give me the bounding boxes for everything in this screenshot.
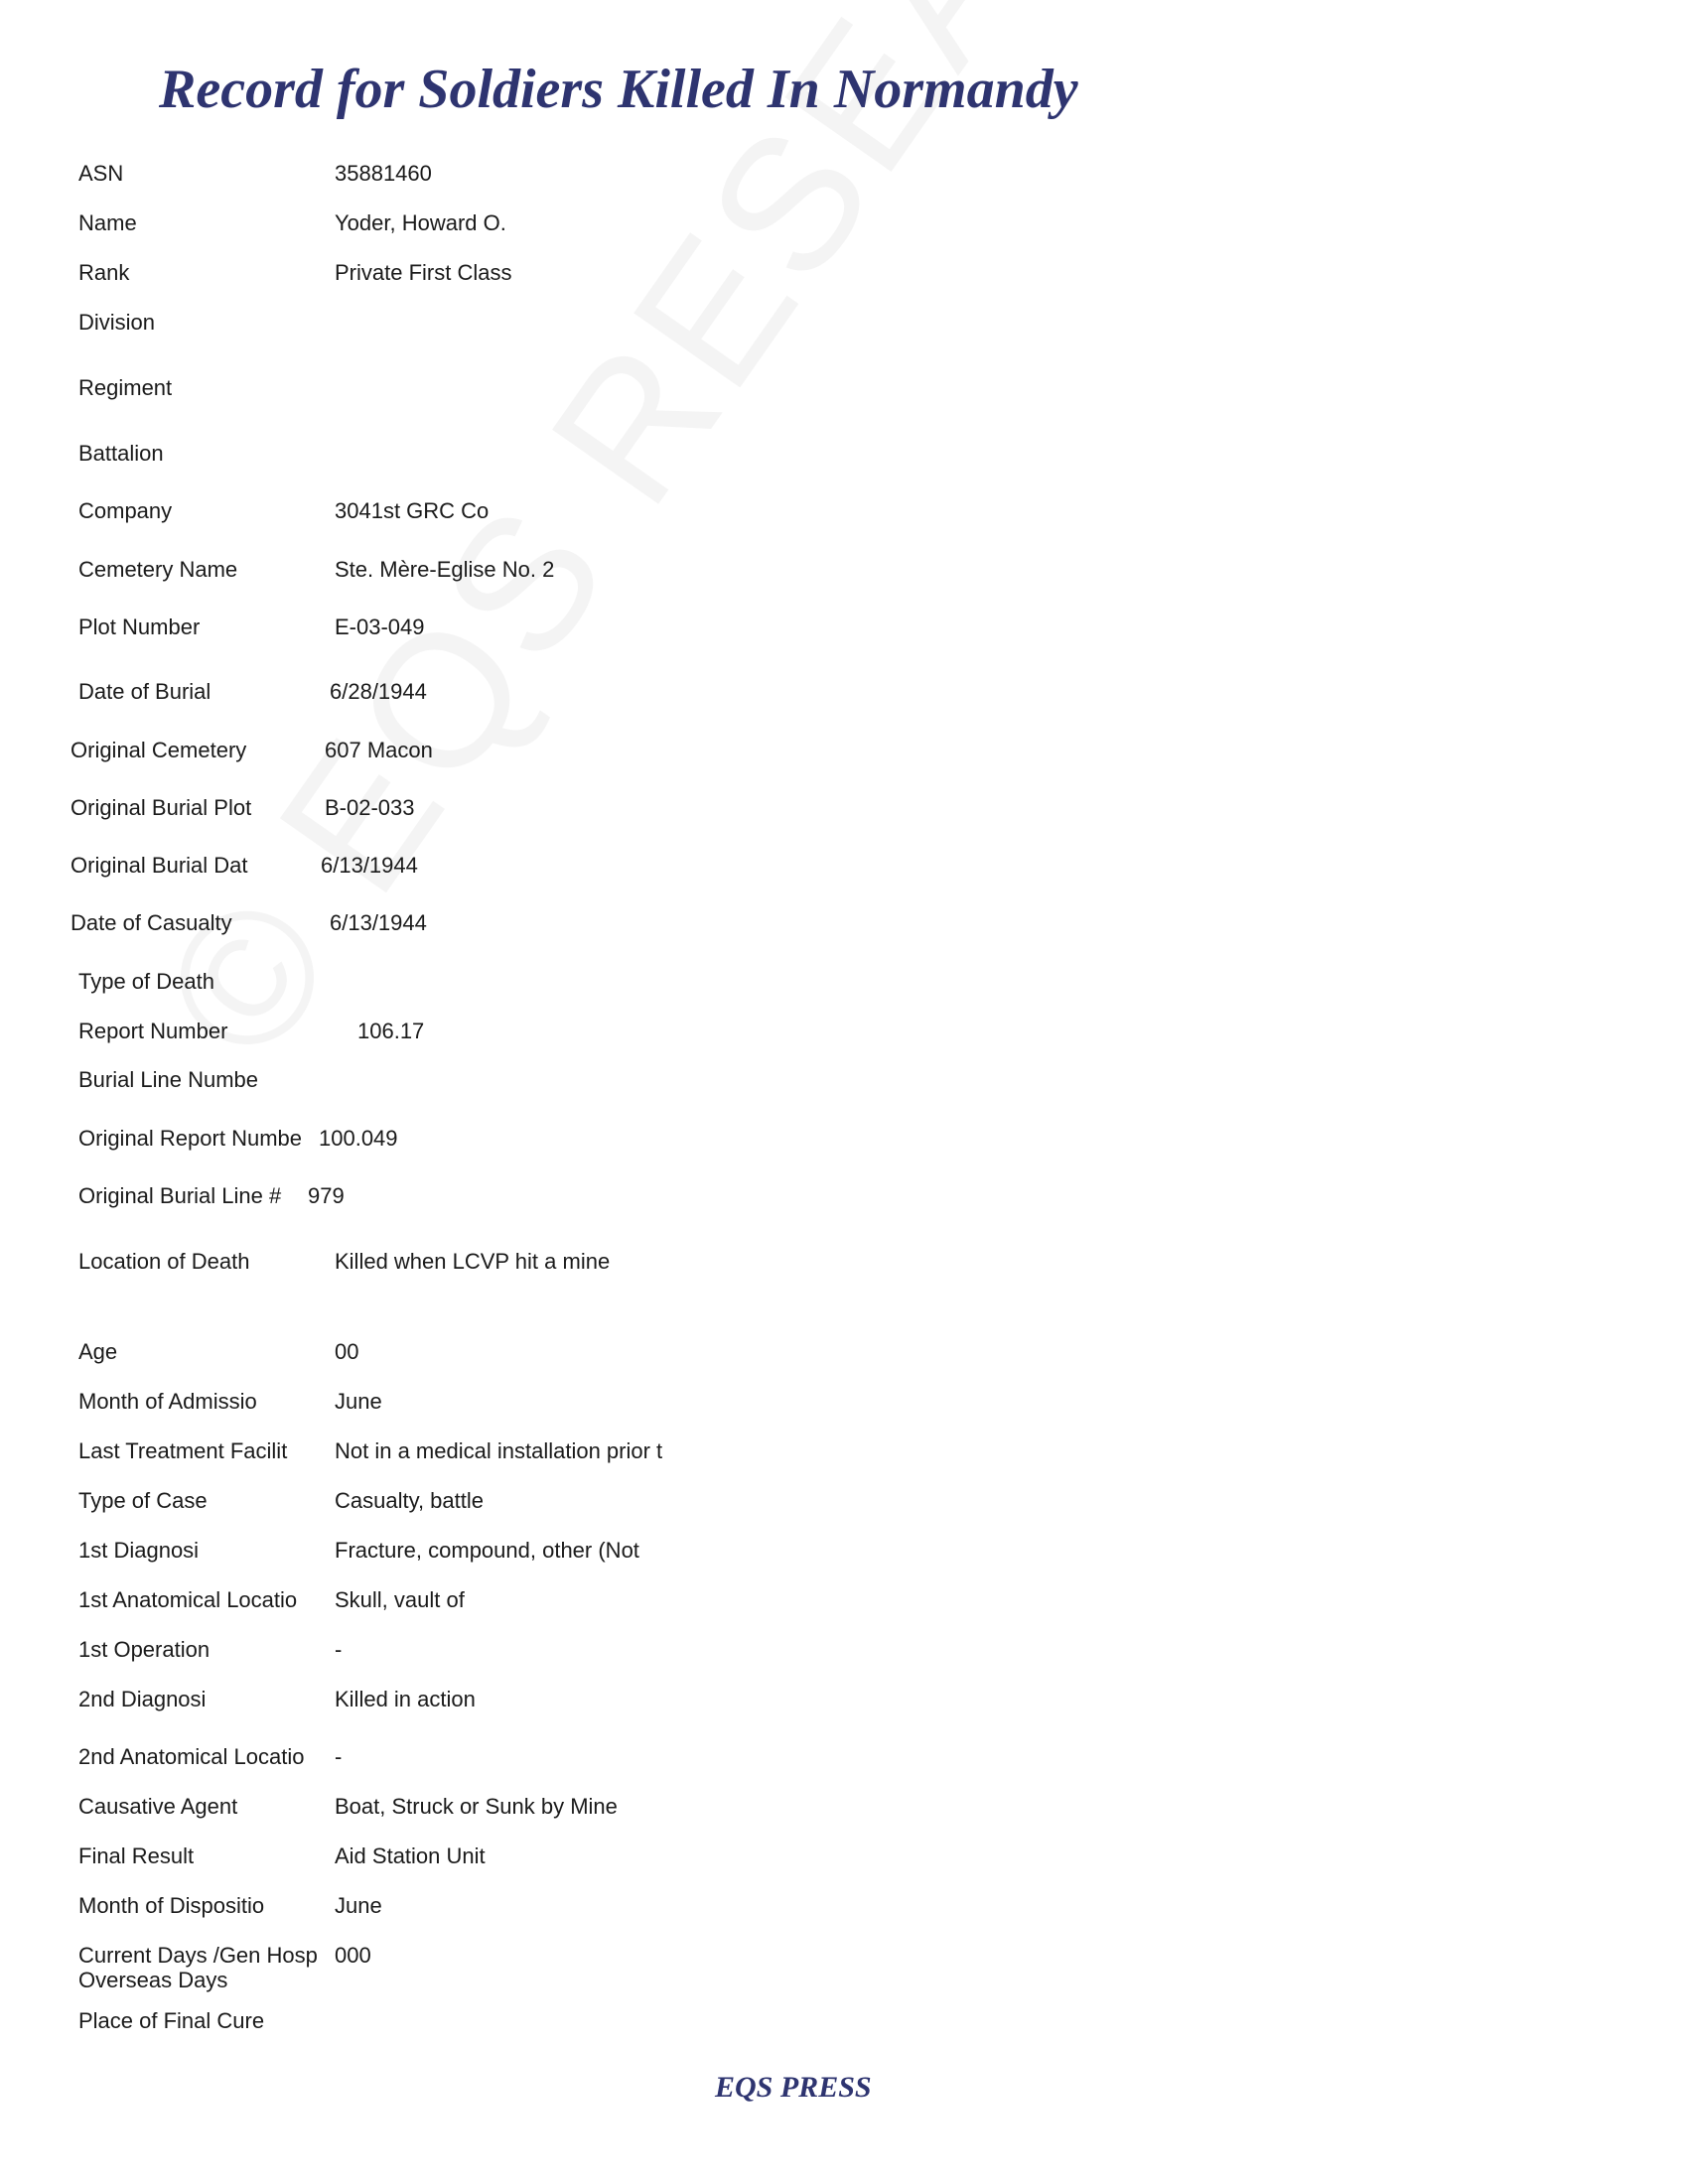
field-label: Burial Line Numbe [78,1067,258,1092]
field-value: 35881460 [335,161,432,186]
field-value: June [335,1389,382,1414]
field-label: Month of Admissio [78,1389,257,1414]
field-value: 00 [335,1339,359,1364]
field-label: Original Burial Line # [78,1183,282,1208]
field-label: Place of Final Cure [78,2008,265,2033]
field-label: Type of Death [78,969,214,994]
field-value: 6/28/1944 [330,679,427,704]
field-label: Original Report Numbe [78,1126,302,1151]
field-label: Age [78,1339,118,1364]
field-value: Aid Station Unit [335,1843,486,1868]
field-label: Cemetery Name [78,557,238,582]
field-value: 000 [335,1943,371,1968]
field-value: 979 [308,1183,345,1208]
field-value: Ste. Mère-Eglise No. 2 [335,557,555,582]
field-value: Killed when LCVP hit a mine [335,1249,611,1274]
field-label: Date of Burial [78,679,211,704]
field-label: ASN [78,161,124,186]
field-value: Killed in action [335,1687,476,1711]
field-value: 6/13/1944 [330,910,427,935]
field-value: Private First Class [335,260,512,285]
field-label: Name [78,210,137,235]
field-value: Skull, vault of [335,1587,465,1612]
field-label: Original Cemetery [70,738,247,762]
field-label: Original Burial Dat [70,853,248,878]
field-value: 100.049 [319,1126,398,1151]
field-label: Plot Number [78,614,201,639]
field-value: - [335,1744,343,1769]
field-label: Original Burial Plot [70,795,252,820]
field-label: 2nd Diagnosi [78,1687,207,1711]
field-value: 3041st GRC Co [335,498,490,523]
field-label: Report Number [78,1019,228,1043]
field-value: - [335,1637,343,1662]
field-label: 1st Anatomical Locatio [78,1587,298,1612]
field-label: Final Result [78,1843,195,1868]
field-value: E-03-049 [335,614,425,639]
field-label: 1st Diagnosi [78,1538,200,1563]
field-label: Causative Agent [78,1794,238,1819]
field-label: Month of Dispositio [78,1893,265,1918]
field-label: Last Treatment Facilit [78,1438,288,1463]
field-label: Location of Death [78,1249,250,1274]
field-value: 607 Macon [325,738,433,762]
field-value: June [335,1893,382,1918]
field-label: Date of Casualty [70,910,232,935]
page-title: Record for Soldiers Killed In Normandy [159,59,1078,120]
field-value: 6/13/1944 [321,853,418,878]
field-value: Fracture, compound, other (Not [335,1538,639,1563]
field-label: Regiment [78,375,173,400]
field-label: 1st Operation [78,1637,211,1662]
footer-publisher: EQS PRESS [715,2071,872,2104]
field-label: Overseas Days [78,1968,228,1992]
field-value: Boat, Struck or Sunk by Mine [335,1794,618,1819]
field-value: Casualty, battle [335,1488,485,1513]
field-label: Current Days /Gen Hosp [78,1943,318,1968]
watermark [119,0,1265,1097]
field-value: B-02-033 [325,795,415,820]
field-label: Company [78,498,173,523]
field-label: Type of Case [78,1488,208,1513]
field-label: Rank [78,260,130,285]
field-label: Battalion [78,441,164,466]
field-value: 106.17 [357,1019,425,1043]
field-label: 2nd Anatomical Locatio [78,1744,305,1769]
field-label: Division [78,310,156,335]
field-value: Yoder, Howard O. [335,210,506,235]
field-value: Not in a medical installation prior t [335,1438,663,1463]
